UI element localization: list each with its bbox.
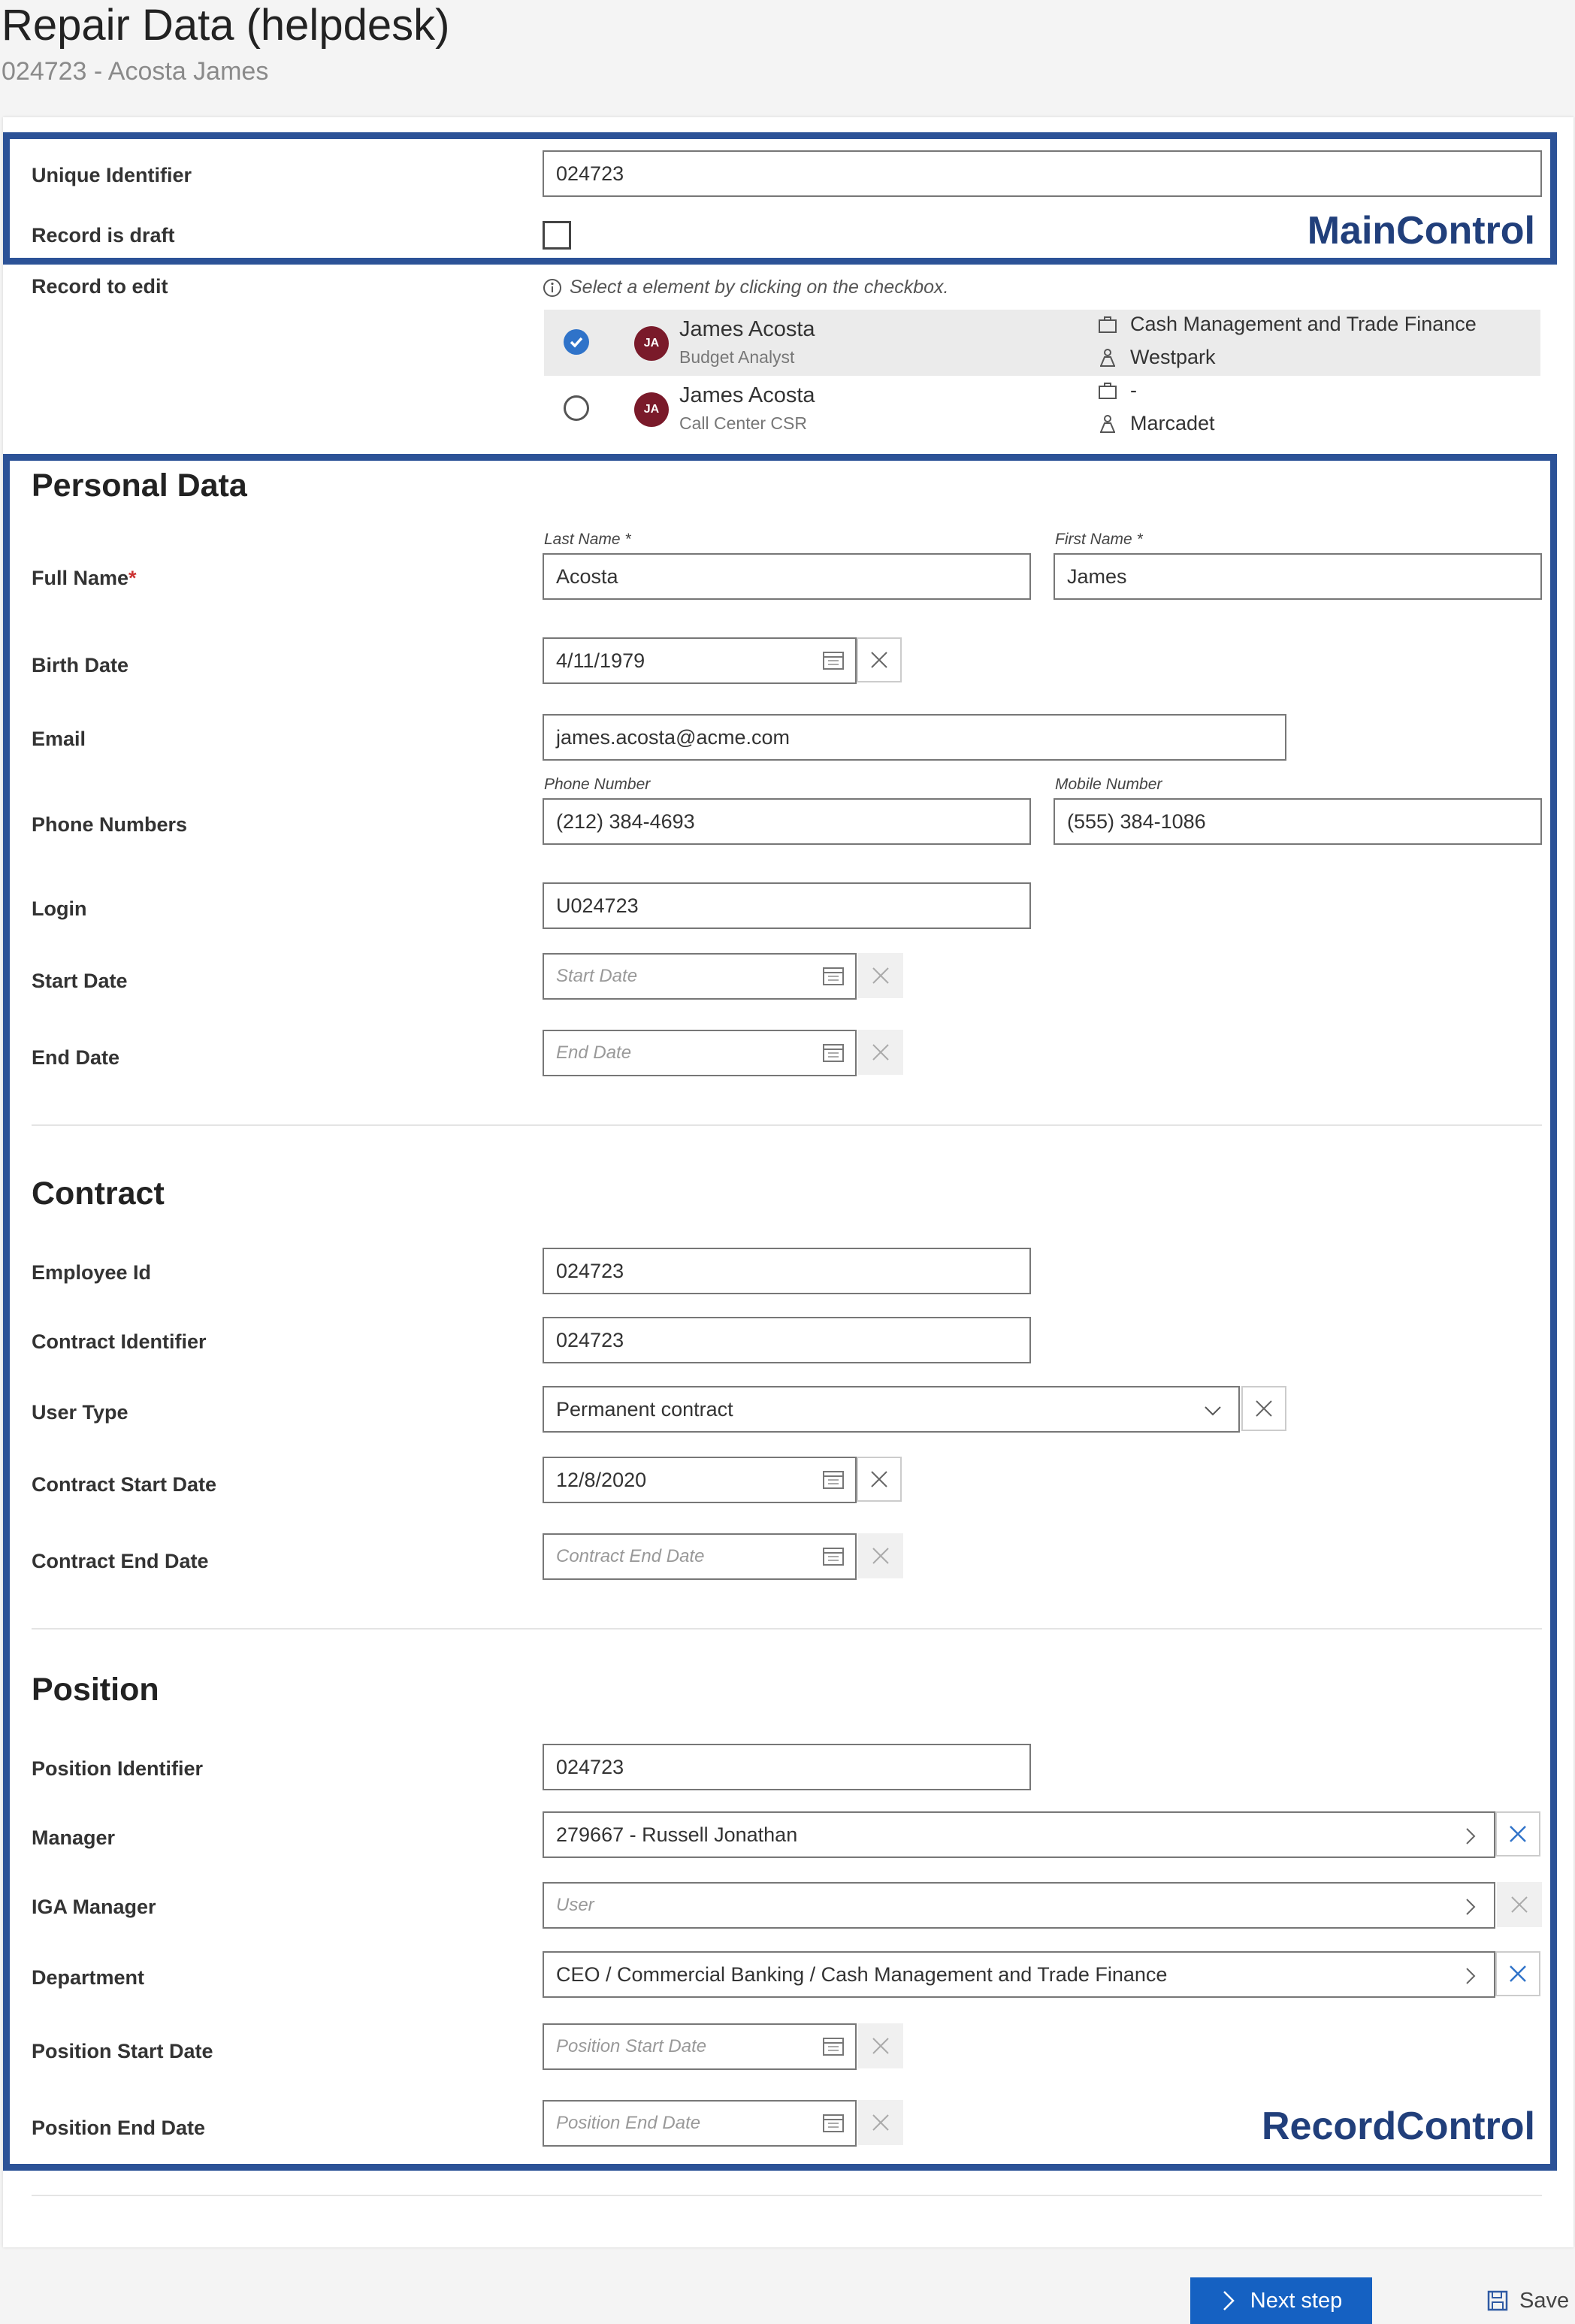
next-step-button[interactable] (1190, 2277, 1372, 2324)
position-end-input[interactable] (543, 2100, 857, 2147)
personal-data-title: Personal Data (32, 468, 247, 504)
user-type-label: User Type (32, 1401, 128, 1424)
birth-date-clear-button[interactable] (857, 637, 902, 682)
iga-manager-label: IGA Manager (32, 1896, 156, 1918)
record-org (1097, 379, 1137, 402)
first-name-input[interactable]: James (1054, 553, 1542, 600)
position-start-label: Position Start Date (32, 2040, 213, 2062)
email-input[interactable]: james.acosta@acme.com (543, 714, 1286, 761)
contract-end-input[interactable] (543, 1533, 857, 1580)
record-location (1097, 346, 1216, 369)
full-name-label (32, 567, 137, 590)
login-input[interactable]: U024723 (543, 882, 1031, 929)
manager-clear-button[interactable] (1495, 1811, 1540, 1856)
close-icon (869, 1469, 889, 1489)
close-icon (871, 1042, 890, 1062)
position-end-clear-button[interactable] (858, 2100, 903, 2145)
position-end-label: Position End Date (32, 2117, 206, 2139)
section-divider (32, 2195, 1542, 2196)
email-label: Email (32, 728, 86, 750)
manager-picker[interactable] (543, 1811, 1495, 1858)
department-value: CEO / Commercial Banking / Cash Management and Trade Finance (556, 1962, 1168, 1986)
mobile-caption: Mobile Number (1055, 776, 1162, 793)
department-label: Department (32, 1966, 145, 1989)
record-org-text: - (1130, 379, 1137, 401)
contract-start-input[interactable] (543, 1457, 857, 1503)
chevron-right-icon (1220, 2289, 1237, 2312)
record-job-title: Call Center CSR (679, 413, 807, 433)
end-date-placeholder: End Date (556, 1042, 632, 1063)
save-label: Save (1519, 2288, 1570, 2313)
end-date-input[interactable] (543, 1030, 857, 1076)
position-start-clear-button[interactable] (858, 2023, 903, 2068)
last-name-caption: Last Name * (544, 531, 631, 548)
calendar-icon[interactable] (822, 649, 845, 670)
record-radio-2[interactable] (564, 395, 589, 421)
record-hint-text: Select a element by clicking on the checkbox. (570, 277, 949, 298)
close-icon (871, 2113, 890, 2132)
birth-date-label: Birth Date (32, 654, 129, 676)
position-title: Position (32, 1672, 159, 1708)
iga-manager-clear-button[interactable] (1497, 1882, 1542, 1927)
birth-date-input[interactable] (543, 637, 857, 684)
contract-end-placeholder: Contract End Date (556, 1546, 705, 1566)
unique-identifier-label: Unique Identifier (32, 164, 192, 186)
close-icon (1508, 1824, 1528, 1844)
close-icon (869, 650, 889, 670)
record-option-1[interactable] (544, 310, 1540, 376)
first-name-caption: First Name * (1055, 531, 1143, 548)
phone-numbers-label: Phone Numbers (32, 813, 188, 836)
record-org (1097, 313, 1477, 336)
end-date-label: End Date (32, 1046, 120, 1069)
chevron-right-icon (1461, 1826, 1480, 1846)
position-start-input[interactable] (543, 2023, 857, 2070)
department-clear-button[interactable] (1495, 1951, 1540, 1996)
phone-caption: Phone Number (544, 776, 651, 793)
iga-manager-picker[interactable] (543, 1882, 1495, 1929)
briefcase-icon (1097, 314, 1118, 335)
close-icon (1254, 1399, 1274, 1418)
birth-date-value: 4/11/1979 (556, 649, 645, 672)
save-icon (1486, 2289, 1509, 2312)
record-name: James Acosta (679, 317, 815, 341)
close-icon (871, 966, 890, 985)
unique-identifier-input[interactable]: 024723 (543, 150, 1542, 197)
last-name-input[interactable]: Acosta (543, 553, 1031, 600)
calendar-icon[interactable] (822, 1469, 845, 1490)
contract-end-label: Contract End Date (32, 1550, 209, 1572)
user-type-value: Permanent contract (556, 1397, 733, 1421)
start-date-clear-button[interactable] (858, 953, 903, 998)
location-icon (1097, 347, 1118, 368)
position-id-label: Position Identifier (32, 1757, 204, 1780)
position-end-placeholder: Position End Date (556, 2113, 701, 2133)
calendar-icon[interactable] (822, 2112, 845, 2133)
record-option-2[interactable] (544, 376, 1540, 442)
next-step-label: Next step (1250, 2288, 1343, 2313)
avatar: JA (634, 392, 669, 427)
record-org-text: Cash Management and Trade Finance (1130, 313, 1477, 335)
user-type-clear-button[interactable] (1241, 1386, 1286, 1431)
record-radio-1[interactable] (564, 329, 589, 355)
manager-value: 279667 - Russell Jonathan (556, 1823, 798, 1846)
calendar-icon[interactable] (822, 2035, 845, 2056)
calendar-icon[interactable] (822, 965, 845, 986)
record-job-title: Budget Analyst (679, 347, 795, 367)
info-icon (543, 278, 562, 298)
record-location-text: Westpark (1130, 346, 1216, 368)
section-divider (32, 1124, 1542, 1126)
briefcase-icon (1097, 380, 1118, 401)
login-label: Login (32, 897, 87, 920)
page-subtitle: 024723 - Acosta James (2, 57, 269, 86)
record-name: James Acosta (679, 383, 815, 407)
start-date-input[interactable] (543, 953, 857, 1000)
record-control-label: RecordControl (1262, 2105, 1535, 2148)
record-hint (543, 277, 948, 298)
position-id-input[interactable]: 024723 (543, 1744, 1031, 1790)
main-control-label: MainControl (1307, 209, 1535, 253)
avatar: JA (634, 326, 669, 361)
required-mark: * (128, 567, 137, 589)
close-icon (871, 1546, 890, 1566)
close-icon (871, 2036, 890, 2056)
record-location (1097, 412, 1215, 435)
calendar-icon[interactable] (822, 1042, 845, 1063)
contract-title: Contract (32, 1176, 165, 1212)
user-type-select[interactable] (543, 1386, 1240, 1433)
save-button[interactable] (1486, 2277, 1569, 2324)
draft-checkbox[interactable] (543, 221, 571, 250)
chevron-down-icon (1202, 1401, 1223, 1421)
position-start-placeholder: Position Start Date (556, 2036, 707, 2056)
draft-label: Record is draft (32, 224, 175, 247)
location-icon (1097, 413, 1118, 434)
manager-label: Manager (32, 1826, 116, 1849)
end-date-clear-button[interactable] (858, 1030, 903, 1075)
page-title: Repair Data (helpdesk) (2, 1, 450, 50)
iga-manager-placeholder: User (556, 1895, 594, 1915)
check-icon (564, 329, 589, 355)
department-picker[interactable] (543, 1951, 1495, 1998)
contract-end-clear-button[interactable] (858, 1533, 903, 1578)
section-divider (32, 1628, 1542, 1630)
record-to-edit-label: Record to edit (32, 275, 168, 298)
start-date-placeholder: Start Date (556, 966, 638, 986)
contract-start-value: 12/8/2020 (556, 1468, 647, 1491)
phone-input[interactable]: (212) 384-4693 (543, 798, 1031, 845)
contract-start-clear-button[interactable] (857, 1457, 902, 1502)
full-name-label-text: Full Name (32, 567, 129, 589)
start-date-label: Start Date (32, 970, 128, 992)
calendar-icon[interactable] (822, 1545, 845, 1566)
contract-id-label: Contract Identifier (32, 1330, 207, 1353)
close-icon (1510, 1895, 1529, 1914)
chevron-right-icon (1461, 1966, 1480, 1986)
close-icon (1508, 1964, 1528, 1984)
contract-id-input[interactable]: 024723 (543, 1317, 1031, 1363)
employee-id-input[interactable]: 024723 (543, 1248, 1031, 1294)
contract-start-label: Contract Start Date (32, 1473, 217, 1496)
record-location-text: Marcadet (1130, 412, 1215, 434)
employee-id-label: Employee Id (32, 1261, 152, 1284)
chevron-right-icon (1461, 1897, 1480, 1917)
mobile-input[interactable]: (555) 384-1086 (1054, 798, 1542, 845)
